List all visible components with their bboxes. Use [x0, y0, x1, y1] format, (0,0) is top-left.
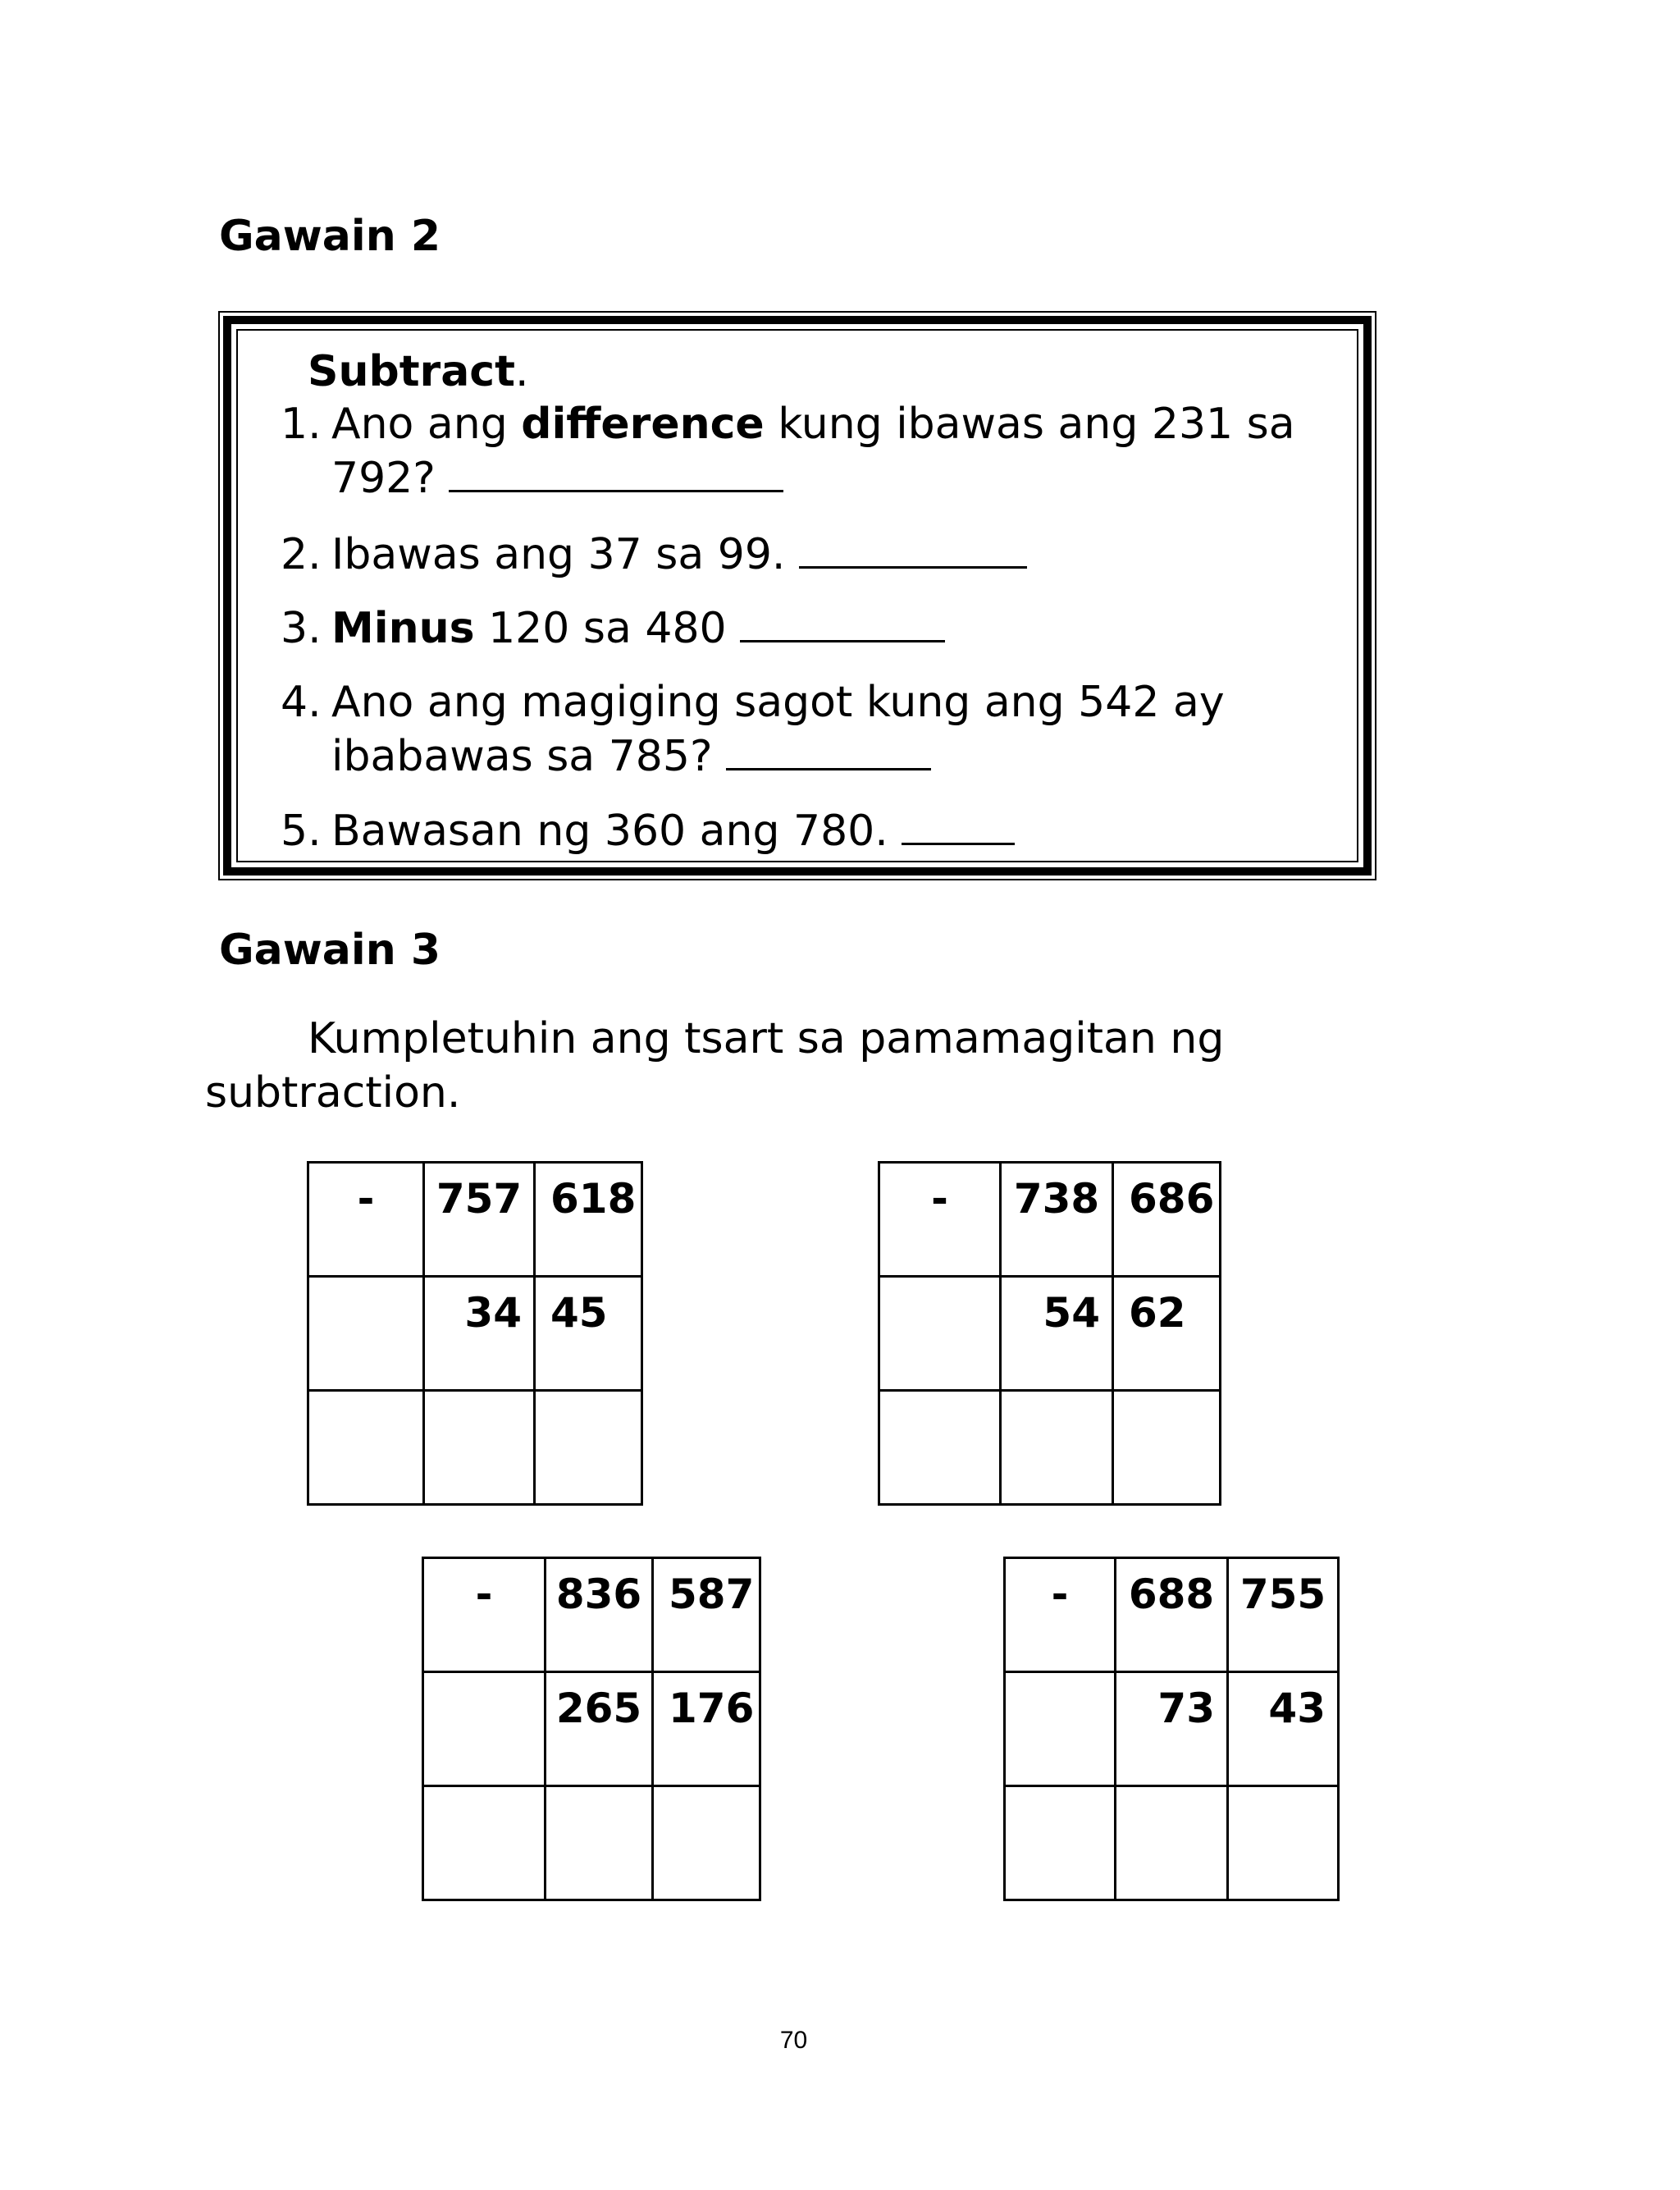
question-text: 792?: [331, 454, 436, 503]
question-text: kung ibawas ang 231 sa: [764, 400, 1295, 449]
answer-blank[interactable]: [799, 525, 1027, 569]
empty-cell: [308, 1277, 424, 1391]
question-text: Ano ang: [331, 400, 522, 449]
exercise-title: [308, 347, 529, 396]
operator-cell: -: [1005, 1558, 1116, 1672]
question-5: [281, 802, 1015, 859]
operator-cell: -: [308, 1163, 424, 1277]
question-number: 1.: [281, 400, 322, 449]
subtraction-chart-3: [422, 1557, 761, 1901]
gawain-3-heading: Gawain 3: [219, 926, 441, 975]
question-1-line-2: [331, 449, 783, 506]
answer-cell[interactable]: [653, 1786, 760, 1900]
answer-cell[interactable]: [879, 1391, 1001, 1505]
answer-blank[interactable]: [902, 802, 1015, 845]
question-number: 3.: [281, 604, 322, 653]
answer-blank[interactable]: [449, 449, 783, 492]
minuend-cell: 757: [424, 1163, 535, 1277]
instruction-line-1: Kumpletuhin ang tsart sa pamamagitan ng: [308, 1014, 1225, 1063]
answer-cell[interactable]: [1005, 1786, 1116, 1900]
question-text: Ano ang magiging sagot kung ang 542 ay: [331, 678, 1225, 727]
subtrahend-cell: 62: [1113, 1277, 1221, 1391]
minuend-cell: 686: [1113, 1163, 1221, 1277]
instruction-line-2: subtraction.: [205, 1068, 461, 1118]
question-2: [281, 525, 1027, 583]
question-bold-term: difference: [521, 400, 765, 449]
subtrahend-cell: 45: [535, 1277, 642, 1391]
question-text: Ibawas ang 37 sa 99.: [331, 530, 786, 579]
answer-cell[interactable]: [308, 1391, 424, 1505]
empty-cell: [423, 1672, 546, 1786]
empty-cell: [1005, 1672, 1116, 1786]
answer-blank[interactable]: [726, 727, 931, 770]
empty-cell: [879, 1277, 1001, 1391]
minuend-cell: 688: [1116, 1558, 1228, 1672]
question-4: [281, 674, 1225, 730]
question-number: 5.: [281, 807, 322, 856]
minuend-cell: 738: [1001, 1163, 1113, 1277]
answer-blank[interactable]: [740, 599, 945, 642]
subtrahend-cell: 43: [1228, 1672, 1339, 1786]
gawain-2-heading: Gawain 2: [219, 212, 441, 261]
subtract-exercise-box: [223, 316, 1372, 876]
answer-cell[interactable]: [546, 1786, 653, 1900]
subtrahend-cell: 54: [1001, 1277, 1113, 1391]
answer-cell[interactable]: [1116, 1786, 1228, 1900]
subtraction-chart-4: [1003, 1557, 1340, 1901]
answer-cell[interactable]: [1113, 1391, 1221, 1505]
answer-cell[interactable]: [423, 1786, 546, 1900]
question-text: Bawasan ng 360 ang 780.: [331, 807, 888, 856]
subtrahend-cell: 176: [653, 1672, 760, 1786]
exercise-title-period: .: [514, 347, 529, 396]
answer-cell[interactable]: [424, 1391, 535, 1505]
minuend-cell: 587: [653, 1558, 760, 1672]
exercise-title-bold: Subtract: [308, 347, 515, 396]
subtraction-chart-1: [307, 1161, 643, 1506]
answer-cell[interactable]: [535, 1391, 642, 1505]
minuend-cell: 618: [535, 1163, 642, 1277]
subtrahend-cell: 34: [424, 1277, 535, 1391]
subtrahend-cell: 265: [546, 1672, 653, 1786]
question-number: 2.: [281, 530, 322, 579]
operator-cell: -: [423, 1558, 546, 1672]
question-3: [281, 599, 945, 656]
question-number: 4.: [281, 678, 322, 727]
minuend-cell: 836: [546, 1558, 653, 1672]
answer-cell[interactable]: [1001, 1391, 1113, 1505]
question-4-line-2: [331, 727, 931, 784]
question-bold-term: Minus: [331, 604, 475, 653]
subtraction-chart-2: [878, 1161, 1221, 1506]
question-1: [281, 396, 1295, 452]
subtrahend-cell: 73: [1116, 1672, 1228, 1786]
operator-cell: -: [879, 1163, 1001, 1277]
minuend-cell: 755: [1228, 1558, 1339, 1672]
answer-cell[interactable]: [1228, 1786, 1339, 1900]
question-text: ibabawas sa 785?: [331, 732, 713, 781]
page-number: 70: [779, 2027, 808, 2054]
question-text: 120 sa 480: [474, 604, 727, 653]
